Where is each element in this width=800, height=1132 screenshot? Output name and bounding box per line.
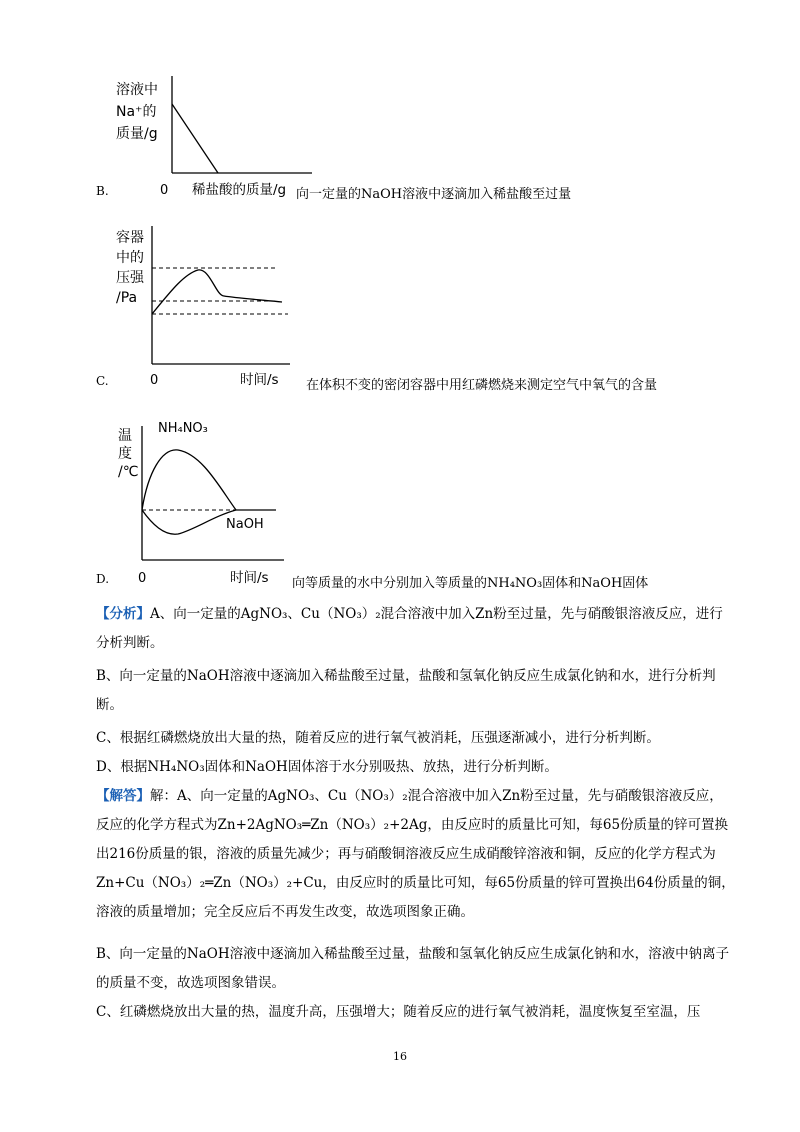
option-b-curve [172,104,218,173]
option-c-ylabel-1: 容器 [116,230,144,246]
analysis-a [96,600,736,658]
option-c-caption: 在体积不变的密闭容器中用红磷燃烧来测定空气中氧气的含量 [306,378,658,393]
option-d-series-top: NH₄NO₃ [158,421,208,436]
answer-a-text: 解：A、向一定量的AgNO₃、Cu（NO₃）₂混合溶液中加入Zn粉至过量，先与硝酸银溶液反应，反应的化学方程式为Zn+2AgNO₃═Zn（NO₃）₂+2Ag，由反应时的质量比可知，每65份质量的锌可置换出216份质量的银，溶液的质量先减少；再与硝酸铜溶液反应生成硝酸锌溶液和铜，反应的化学方程式为Zn+Cu（NO₃）₂═Zn（NO₃）₂+Cu，由反应时的质量比可知，每65份质量的锌可置换出64份质量的铜，溶液的质量增加；完全反应后不再发生改变，故选项图象正确。 [96,788,735,920]
option-d-series-bottom: NaOH [226,517,264,532]
option-d-curve-top [142,450,236,510]
option-c-xlabel: 时间/s [240,372,279,388]
option-c-ylabel-3: 压强 [116,270,144,286]
option-b-origin: 0 [160,183,169,198]
option-d-caption: 向等质量的水中分别加入等质量的NH₄NO₃固体和NaOH固体 [292,576,649,591]
option-b-graph [112,72,312,202]
option-d-ylabel-3: /℃ [118,464,139,480]
option-d-curve-bottom [142,510,236,534]
answer-c: C、红磷燃烧放出大量的热，温度升高，压强增大；随着反应的进行氧气被消耗，温度恢复至室温，压 [96,1004,701,1020]
answer-b: B、向一定量的NaOH溶液中逐滴加入稀盐酸至过量，盐酸和氢氧化钠反应生成氯化钠和水，溶液中钠离子的质量不变，故选项图象错误。 [96,946,730,991]
option-d-letter: D. [96,572,110,586]
analysis-d: D、根据NH₄NO₃固体和NaOH固体溶于水分别吸热、放热，进行分析判断。 [96,759,558,775]
answer-tag: 【解答】 [96,788,150,804]
option-d-ylabel-1: 温 [118,428,132,444]
option-c-letter: C. [96,374,109,388]
option-c-ylabel-2: 中的 [116,250,144,266]
option-b-caption: 向一定量的NaOH溶液中逐滴加入稀盐酸至过量 [296,187,572,202]
option-d-origin: 0 [138,571,147,586]
option-c-ylabel-4: /Pa [116,290,138,306]
option-d-graph [112,412,302,592]
analysis-a-text: A、向一定量的AgNO₃、Cu（NO₃）₂混合溶液中加入Zn粉至过量，先与硝酸银溶液反应，进行分析判断。 [96,606,723,651]
option-b-ylabel-3: 质量/g [116,126,158,142]
option-b-ylabel-1: 溶液中 [116,82,158,98]
option-b-letter: B. [96,184,109,198]
option-d-xlabel: 时间/s [230,570,269,586]
analysis-tag: 【分析】 [96,606,150,622]
analysis-c: C、根据红磷燃烧放出大量的热，随着反应的进行氧气被消耗，压强逐渐减小，进行分析判断。 [96,730,660,746]
answer-a [96,782,736,927]
option-c-graph [112,222,312,392]
option-b-xlabel: 稀盐酸的质量/g [192,182,287,198]
option-d-ylabel-2: 度 [118,446,132,462]
option-c-curve [152,270,282,314]
analysis-b: B、向一定量的NaOH溶液中逐滴加入稀盐酸至过量，盐酸和氢氧化钠反应生成氯化钠和水，进行分析判断。 [96,668,716,713]
option-c-origin: 0 [150,373,159,388]
page-number: 16 [393,1050,407,1063]
option-b-ylabel-2: Na⁺的 [116,104,157,120]
